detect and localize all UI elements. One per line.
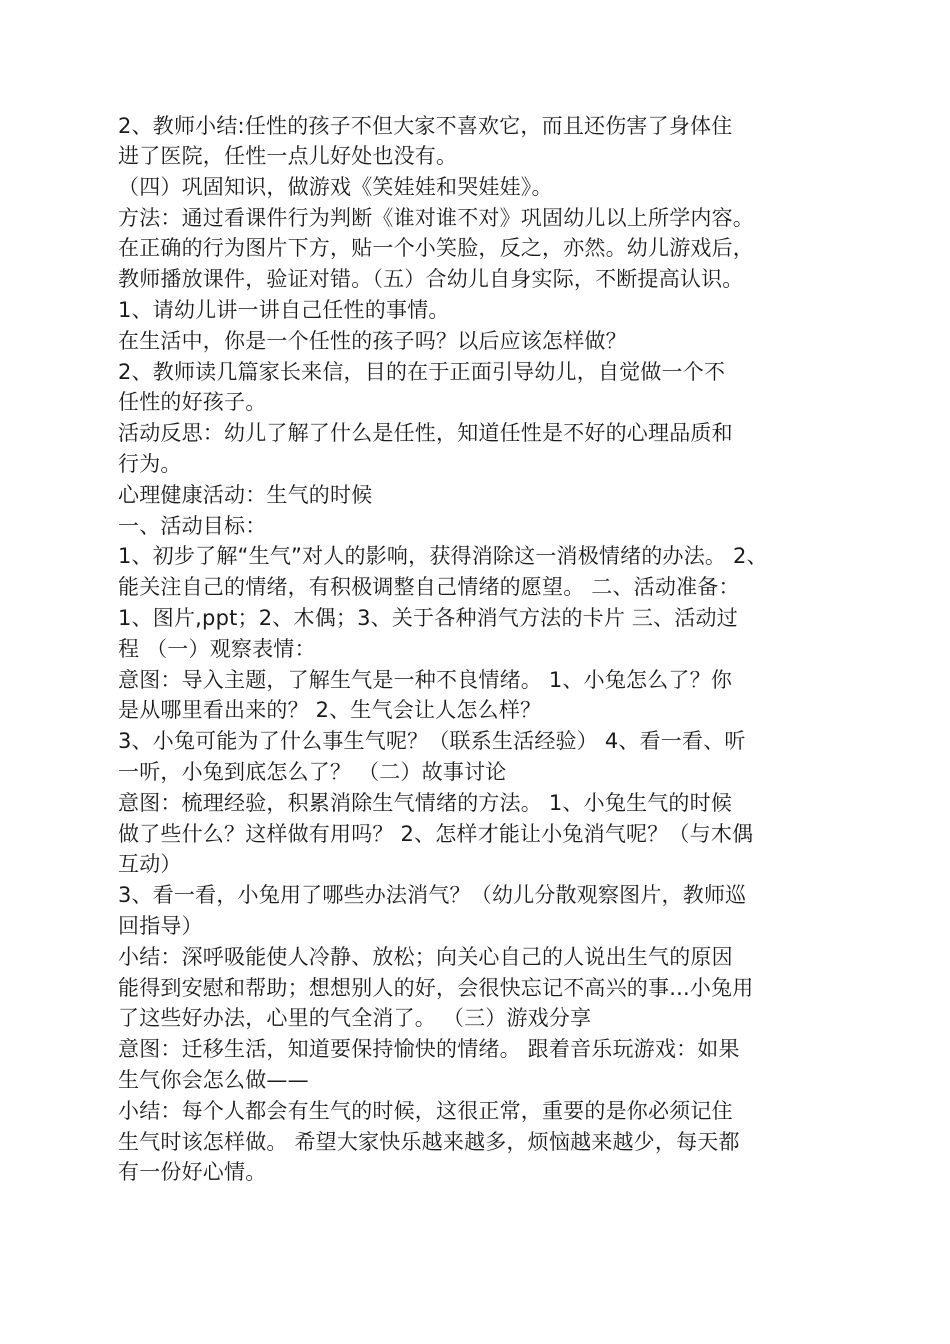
text-line: 活动反思：幼儿了解了什么是任性，知道任性是不好的心理品质和 xyxy=(118,421,733,445)
text-line: 2、教师小结:任性的孩子不但大家不喜欢它，而且还伤害了身体住 xyxy=(118,114,733,138)
text-line: 1、初步了解“生气”对人的影响，获得消除这一消极情绪的办法。 2、 xyxy=(118,544,768,568)
text-line: 能得到安慰和帮助；想想别人的好，会很快忘记不高兴的事...小兔用 xyxy=(118,976,754,1000)
text-line: 1、图片,ppt；2、木偶；3、关于各种消气方法的卡片 三、活动过 xyxy=(118,606,738,630)
text-line: 小结：深呼吸能使人冷静、放松；向关心自己的人说出生气的原因 xyxy=(118,945,733,969)
text-line: 教师播放课件，验证对错。（五）合幼儿自身实际，不断提高认识。 xyxy=(118,267,744,291)
text-line: 在正确的行为图片下方，贴一个小笑脸，反之，亦然。幼儿游戏后， xyxy=(118,236,754,260)
text-line: 1、请幼儿讲一讲自己任性的事情。 xyxy=(118,298,450,322)
text-line: 生气时该怎样做。 希望大家快乐越来越多，烦恼越来越少，每天都 xyxy=(118,1130,740,1154)
text-line: 程 （一）观察表情： xyxy=(118,637,316,661)
text-line: 3、看一看，小兔用了哪些办法消气？（幼儿分散观察图片，教师巡 xyxy=(118,883,747,907)
text-line: 一听，小兔到底怎么了？ （二）故事讨论 xyxy=(118,760,507,784)
text-line: 2、教师读几篇家长来信，目的在于正面引导幼儿，自觉做一个不 xyxy=(118,360,726,384)
text-line: 进了医院，任性一点儿好处也没有。 xyxy=(118,144,458,168)
text-line: 一、活动目标： xyxy=(118,514,267,538)
text-line: 互动） xyxy=(118,852,182,876)
text-line: 意图：迁移生活，知道要保持愉快的情绪。 跟着音乐玩游戏：如果 xyxy=(118,1037,740,1061)
text-line: 有一份好心情。 xyxy=(118,1160,267,1184)
text-line: 在生活中，你是一个任性的孩子吗？以后应该怎样做？ xyxy=(118,329,627,353)
text-line: （四）巩固知识，做游戏《笑娃娃和哭娃娃》。 xyxy=(118,175,553,199)
text-line: 意图：梳理经验，积累消除生气情绪的方法。 1、小兔生气的时候 xyxy=(118,791,733,815)
text-line: 任性的好孩子。 xyxy=(118,390,267,414)
text-line: 心理健康活动：生气的时候 xyxy=(118,483,373,507)
text-line: 行为。 xyxy=(118,452,182,476)
text-line: 方法：通过看课件行为判断《谁对谁不对》巩固幼儿以上所学内容。 xyxy=(118,206,754,230)
text-line: 意图：导入主题，了解生气是一种不良情绪。 1、小兔怎么了？你 xyxy=(118,668,733,692)
text-line: 小结：每个人都会有生气的时候，这很正常，重要的是你必须记住 xyxy=(118,1099,733,1123)
text-line: 能关注自己的情绪，有积极调整自己情绪的愿望。 二、活动准备： xyxy=(118,575,740,599)
text-line: 做了些什么？这样做有用吗？ 2、怎样才能让小兔消气呢？（与木偶 xyxy=(118,822,754,846)
text-line: 3、小兔可能为了什么事生气呢？（联系生活经验） 4、看一看、听 xyxy=(118,729,746,753)
text-line: 了这些好办法，心里的气全消了。 （三）游戏分享 xyxy=(118,1006,592,1030)
text-line: 生气你会怎么做—— xyxy=(118,1068,309,1092)
text-line: 是从哪里看出来的？ 2、生气会让人怎么样？ xyxy=(118,698,542,722)
text-line: 回指导） xyxy=(118,914,203,938)
